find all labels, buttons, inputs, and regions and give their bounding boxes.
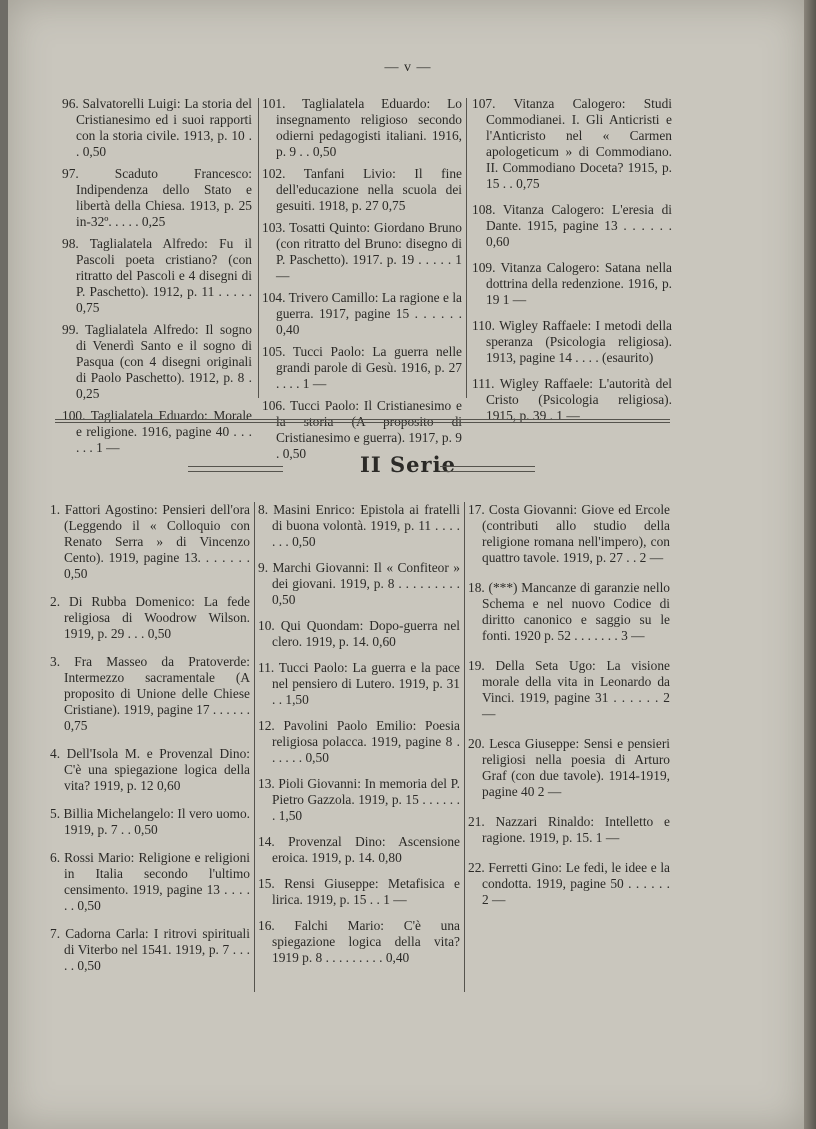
- column-divider: [466, 98, 467, 398]
- catalog-entry: 1. Fattori Agostino: Pensieri dell'ora (Leggendo il « Colloquio con Renato Serra » di Vincenzo Cento). 1919, pagine 13. . . . . . . 0,50: [50, 502, 250, 581]
- catalog-entry: 108. Vitanza Calogero: L'eresia di Dante. 1915, pagine 13 . . . . . . 0,60: [472, 202, 672, 249]
- catalog-entry: 6. Rossi Mario: Religione e religioni in Italia secondo l'ultimo censimento. 1919, pagine 13 . . . . . . 0,50: [50, 850, 250, 913]
- bottom-column-3: [468, 502, 670, 922]
- catalog-entry: 2. Di Rubba Domenico: La fede religiosa di Woodrow Wilson. 1919, p. 29 . . . 0,50: [50, 594, 250, 641]
- bottom-column-2: [258, 502, 460, 976]
- page-edge: [804, 0, 816, 1129]
- bottom-column-1: [50, 502, 250, 986]
- catalog-entry: 106. Tucci Paolo: Il Cristianesimo e la storia (A proposito di Cristianesimo e guerra). 1917, p. 9 . 0,50: [262, 398, 462, 461]
- catalog-entry: 13. Pioli Giovanni: In memoria del P. Pietro Gazzola. 1919, p. 15 . . . . . . . 1,50: [258, 776, 460, 823]
- catalog-entry: 15. Rensi Giuseppe: Metafisica e lirica. 1919, p. 15 . . 1 —: [258, 876, 460, 907]
- catalog-entry: 22. Ferretti Gino: Le fedi, le idee e la condotta. 1919, pagine 50 . . . . . . 2 —: [468, 860, 670, 907]
- catalog-entry: 99. Taglialatela Alfredo: Il sogno di Venerdì Santo e il sogno di Pasqua (con 4 disegni originali di Paolo Paschetto). 1912, p. 8 . 0,25: [62, 322, 252, 401]
- catalog-entry: 110. Wigley Raffaele: I metodi della speranza (Psicologia religiosa). 1913, pagine 14 . . . . (esaurito): [472, 318, 672, 365]
- catalog-entry: 20. Lesca Giuseppe: Sensi e pensieri religiosi nella poesia di Arturo Graf (con due tavole). 1914-1919, pagine 40 2 —: [468, 736, 670, 799]
- catalog-entry: 97. Scaduto Francesco: Indipendenza dello Stato e libertà della Chiesa. 1913, p. 25 in-32º. . . . . 0,25: [62, 166, 252, 229]
- top-column-3: [472, 96, 672, 434]
- catalog-entry: 19. Della Seta Ugo: La visione morale della vita in Leonardo da Vinci. 1919, pagine 31 . . . . . . 2 —: [468, 658, 670, 721]
- catalog-entry: 3. Fra Masseo da Pratoverde: Intermezzo sacramentale (A proposito di Unione delle Chiese Cristiane). 1919, pagine 17 . . . . . . 0,75: [50, 654, 250, 733]
- title-rule-right: [440, 466, 535, 472]
- catalog-entry: 111. Wigley Raffaele: L'autorità del Cristo (Psicologia religiosa). 1915, p. 39 . 1 —: [472, 376, 672, 423]
- catalog-entry: 105. Tucci Paolo: La guerra nelle grandi parole di Gesù. 1916, p. 27 . . . . 1 —: [262, 344, 462, 391]
- catalog-entry: 104. Trivero Camillo: La ragione e la guerra. 1917, pagine 15 . . . . . . 0,40: [262, 290, 462, 337]
- top-column-1: [62, 96, 252, 462]
- catalog-entry: 7. Cadorna Carla: I ritrovi spirituali di Viterbo nel 1541. 1919, p. 7 . . . . . 0,50: [50, 926, 250, 973]
- catalog-entry: 9. Marchi Giovanni: Il « Confiteor » dei giovani. 1919, p. 8 . . . . . . . . . 0,50: [258, 560, 460, 607]
- catalog-entry: 100. Taglialatela Eduardo: Morale e religione. 1916, pagine 40 . . . . . . 1 —: [62, 408, 252, 455]
- section-rule: [55, 419, 670, 423]
- catalog-entry: 5. Billia Michelangelo: Il vero uomo. 1919, p. 7 . . 0,50: [50, 806, 250, 837]
- catalog-entry: 107. Vitanza Calogero: Studi Commodianei. I. Gli Anticristi e l'Anticristo nel « Carmen apologeticum » di Commodiano. II. Commodiano Doceta? 1915, p. 15 . . 0,75: [472, 96, 672, 191]
- serie-title: II Serie: [360, 452, 456, 477]
- catalog-entry: 98. Taglialatela Alfredo: Fu il Pascoli poeta cristiano? (con ritratto del Pascoli e 4 disegni di P. Paschetto). 1912, p. 11 . . . . . 0,75: [62, 236, 252, 315]
- catalog-entry: 101. Taglialatela Eduardo: Lo insegnamento religioso secondo odierni pedagogisti italiani. 1916, p. 9 . . 0,50: [262, 96, 462, 159]
- catalog-entry: 16. Falchi Mario: C'è una spiegazione logica della vita? 1919 p. 8 . . . . . . . . . 0,40: [258, 918, 460, 965]
- catalog-entry: 8. Masini Enrico: Epistola ai fratelli di buona volontà. 1919, p. 11 . . . . . . . 0,50: [258, 502, 460, 549]
- column-divider: [258, 98, 259, 398]
- catalog-entry: 10. Qui Quondam: Dopo-guerra nel clero. 1919, p. 14. 0,60: [258, 618, 460, 649]
- catalog-entry: 21. Nazzari Rinaldo: Intelletto e ragione. 1919, p. 15. 1 —: [468, 814, 670, 845]
- catalog-entry: 11. Tucci Paolo: La guerra e la pace nel pensiero di Lutero. 1919, p. 31 . . 1,50: [258, 660, 460, 707]
- catalog-entry: 96. Salvatorelli Luigi: La storia del Cristianesimo ed i suoi rapporti con la storia civile. 1913, p. 10 . . 0,50: [62, 96, 252, 159]
- catalog-entry: 17. Costa Giovanni: Giove ed Ercole (contributi allo studio della religione romana nell'impero), con quattro tavole. 1919, p. 27 . . 2 —: [468, 502, 670, 565]
- catalog-entry: 12. Pavolini Paolo Emilio: Poesia religiosa polacca. 1919, pagine 8 . . . . . . 0,50: [258, 718, 460, 765]
- page-folio: — v —: [384, 60, 432, 75]
- top-column-2: [262, 96, 462, 468]
- catalog-entry: 109. Vitanza Calogero: Satana nella dottrina della redenzione. 1916, p. 19 1 —: [472, 260, 672, 307]
- catalog-entry: 103. Tosatti Quinto: Giordano Bruno (con ritratto del Bruno: disegno di P. Paschetto). 1917. p. 19 . . . . . 1 —: [262, 220, 462, 283]
- catalog-entry: 102. Tanfani Livio: Il fine dell'educazione nella scuola dei gesuiti. 1918, p. 27 0,75: [262, 166, 462, 213]
- catalog-entry: 18. (***) Mancanze di garanzie nello Schema e nel nuovo Codice di diritto canonico e saggio su le fonti. 1920 p. 52 . . . . . . . 3 —: [468, 580, 670, 643]
- catalog-entry: 4. Dell'Isola M. e Provenzal Dino: C'è una spiegazione logica della vita? 1919, p. 12 0,60: [50, 746, 250, 793]
- column-divider: [254, 502, 255, 992]
- column-divider: [464, 502, 465, 992]
- catalog-entry: 14. Provenzal Dino: Ascensione eroica. 1919, p. 14. 0,80: [258, 834, 460, 865]
